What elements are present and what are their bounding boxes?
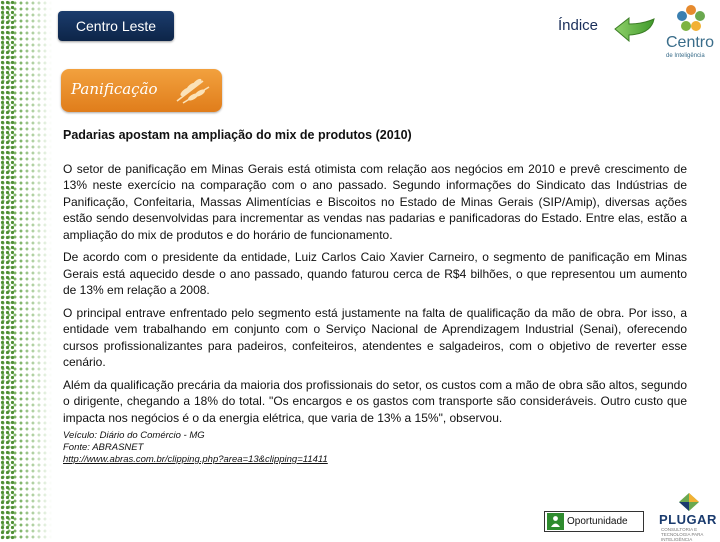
flower-icon bbox=[676, 4, 706, 32]
section-banner-label: Panificação bbox=[71, 80, 158, 98]
plugar-logo bbox=[657, 492, 720, 540]
index-link[interactable]: Índice bbox=[558, 17, 599, 34]
centro-inteligencia-logo bbox=[664, 4, 720, 62]
article-paragraph-2: De acordo com o presidente da entidade, Luiz Carlos Caio Xavier Carneiro, o segmento de panificação em Minas Gerais está aquecido desde o ano passado, quando faturou cerca de R$4 bilhões, o que representou um aumento de 13% em relação a 2008. bbox=[63, 250, 687, 297]
wheat-icon bbox=[173, 75, 213, 105]
source-link[interactable]: http://www.abras.com.br/clipping.php?area=13&clipping=11411 bbox=[63, 454, 328, 465]
article-paragraph-4: Além da qualificação precária da maioria dos profissionais do setor, os custos com a mão de obra são altos, segundo o dirigente, chegando a 18% do total. "Os encargos e os gastos com transporte são consideráveis. Outro custo que impacta nos negócios é o da energia elétrica, que varia de 13% a 15%", observou. bbox=[63, 377, 687, 425]
decorative-dotted-edge bbox=[0, 0, 14, 540]
person-icon bbox=[547, 513, 564, 530]
source-vehicle: Veículo: Diário do Comércio - MG bbox=[63, 430, 205, 441]
plugar-wordmark: PLUGAR bbox=[659, 512, 717, 527]
plugar-tagline: CONSULTORIA E TECNOLOGIA PARA INTELIGÊNCIA bbox=[661, 527, 704, 542]
article-title: Padarias apostam na ampliação do mix de produtos (2010) bbox=[63, 128, 412, 142]
region-button[interactable]: Centro Leste bbox=[58, 11, 174, 41]
source-name: Fonte: ABRASNET bbox=[63, 442, 144, 453]
article-paragraph-3: O principal entrave enfrentado pelo segmento está justamente na falta de qualificação da mão de obra. Por isso, a entidade vem trabalhando em conjunto com o Serviço Nacional de Aprendizagem Industrial (Senai), oferecendo cursos profissionalizantes para padeiros, confeiteiros, atendentes e salgadeiros, com o objetivo de reverter esse cenário. bbox=[63, 305, 687, 369]
article-source bbox=[63, 430, 687, 466]
opportunity-button[interactable] bbox=[544, 511, 644, 532]
logo-subtitle: de Inteligência bbox=[666, 53, 705, 59]
section-banner bbox=[61, 69, 222, 112]
back-arrow-icon[interactable] bbox=[613, 14, 657, 42]
article bbox=[63, 127, 687, 466]
logo-name: Centro bbox=[666, 34, 715, 51]
plugar-mark-icon bbox=[677, 492, 701, 512]
article-paragraph-1: O setor de panificação em Minas Gerais está otimista com relação aos negócios em 2010 e prevê crescimento de 13% neste exercício na comparação com o ano passado. Segundo informações do Sindicato das Indústrias de Panificação, Confeitaria, Massas Alimentícias e Biscoitos no Estado de Minas Gerais (SIP/Amip), diversas ações estão sendo desenvolvidas para incrementar as vendas nas padarias e panificadoras do Estado. Entre elas, estão a ampliação do mix de produtos e do horário de funcionamento. bbox=[63, 161, 687, 242]
opportunity-button-label: Oportunidade bbox=[567, 516, 628, 527]
